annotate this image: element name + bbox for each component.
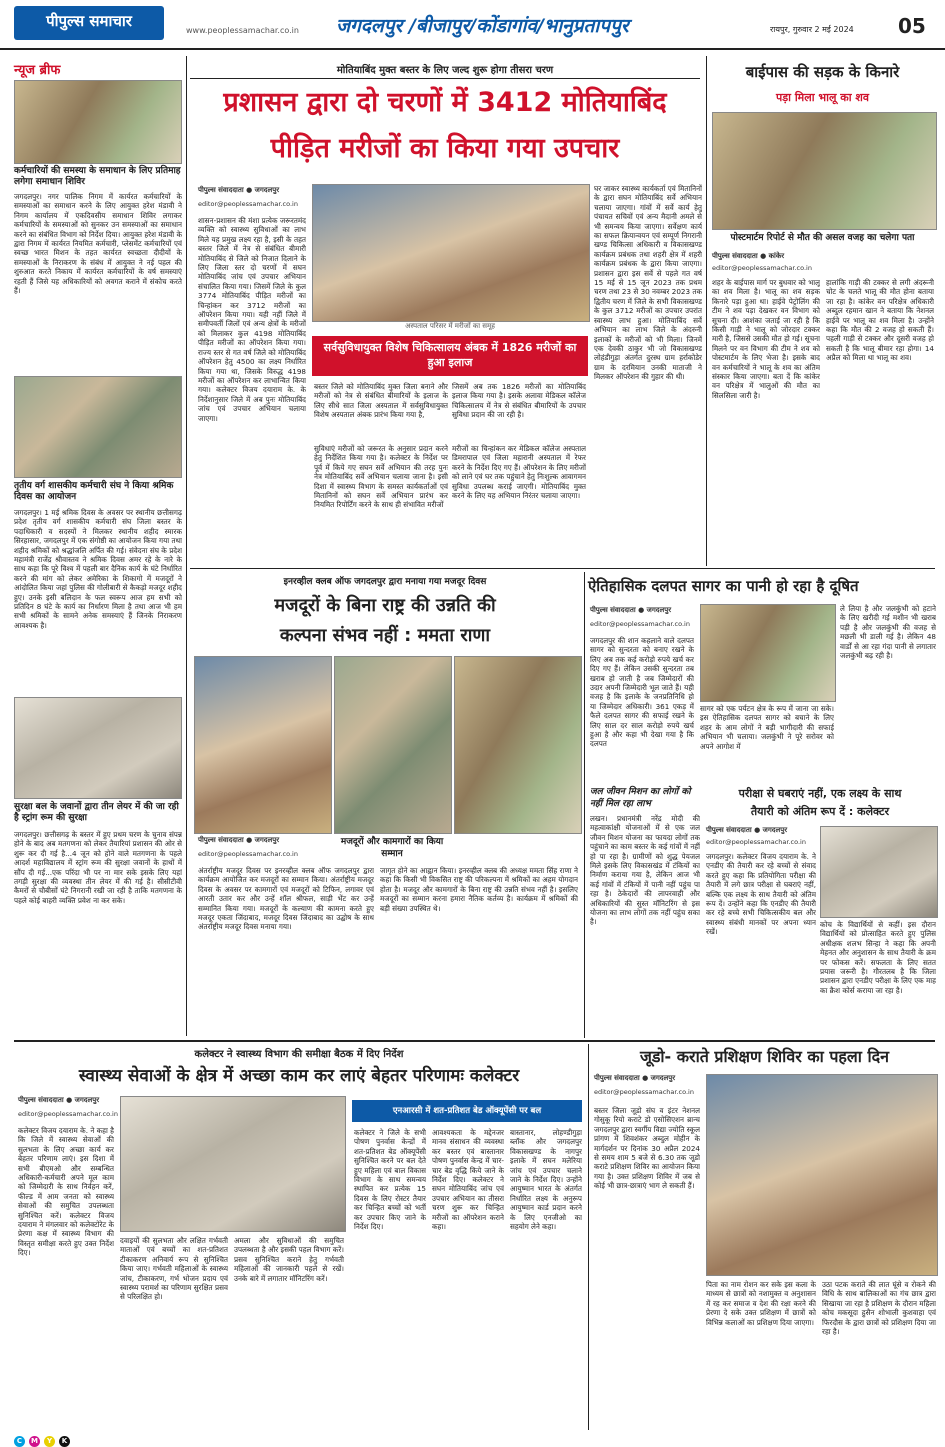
dalpat-headline: ऐतिहासिक दलपत सागर का पानी हो रहा है दूषित — [588, 577, 859, 595]
sub-story-headline: सर्वसुविधायुक्त विशेष चिकित्सालय अंबक में 1826 मरीजों का हुआ इलाज — [323, 341, 577, 369]
dalpat-text-col-3: ले लिया है और जलकुंभी को हटाने के लिए खरीदी गई मशीन भी खराब पड़ी है और जलकुंभी की वजह से मछली भी डाली गई है। लेकिन 48 वार्डों से आ रहा गंदा पानी से लगातार जलकुंभी बढ़ रही है। — [840, 604, 936, 661]
labour-photo-1 — [194, 656, 332, 834]
column-divider — [588, 1044, 589, 1430]
lead-photo — [312, 184, 590, 322]
nrc-text-col-3: बास्तानार, लोहण्डीगुड़ा ब्लॉक और जगदलपुर विकासखण्ड के नागपुर इलाके में सघन मलेरिया जांच एवं उपचार चलाने जाने के निर्देश दिए। उन्होंने आयुष्मान भारत के अंतर्गत निर्धारित लक्ष्य के अनुरूप आयुष्मान कार्ड प्रदान करने के लिए एनजीओ का सहयोग लेने कहा। — [510, 1128, 582, 1232]
column-divider — [706, 56, 707, 566]
bear-photo — [712, 112, 937, 230]
section-divider — [14, 1040, 935, 1042]
news-brief-text-3: जगदलपुर। छत्तीसगढ़ के बस्तर में हुए प्रथम चरण के चुनाव संपन्न होने के बाद अब मतगणना को लेकर तैयारियां प्रशासन की ओर से शुरू कर दी गई है...4 जून को होने वाले मतगणना के पहले आदर्श महाविद्यालय में स्ट्रांग रूम की सुरक्षा जवानों के हाथों में सौंप दी गई...एक परिंदा भी पर ना मार सके इसके लिए यहां तगड़ी सुरक्षा की व्यवस्था तीन लेयर में की गई है। सीसीटीवी कैमरों से चौबीसों घंटे निगरानी रखी जा रही है ताकि मतगणना के पहले कोई बाहरी व्यक्ति प्रवेश ना कर सके। — [14, 830, 182, 905]
website: www.peoplessamachar.co.in — [186, 26, 299, 35]
lead-text-col-3: घर जाकर स्वास्थ्य कार्यकर्ता एवं मितानिनों के द्वारा सघन मोतियाबिंद सर्वे अभियान चलाया जाएगा। गांवों में सर्वे कार्य हेतु पंचायत सचिवों एवं अन्य मैदानी अमले से भी समन्वय किया जाएगा। सर्वेक्षण कार्य का सफल क्रियान्वयन एवं सम्पूर्ण निगरानी खण्ड चिकित्सा अधिकारी व विकासखण्ड कार्यक्रम प्रबंधक तथा शहरी क्षेत्र में शहरी कार्यक्रम प्रबंधक के द्वारा किया जाएगा। प्रशासन द्वारा इस सर्वे से पहले गत वर्ष 15 मई से 15 जून 2023 तक प्रथम चरण तथा 23 से 30 नवम्बर 2023 तक द्वितीय चरण में जिले के सभी विकासखण्ड के कुल 3712 मरीजों का उपचार उपरांत स्वास्थ्य लाभ हुआ। मोतियाबिंद सर्वे अभियान का लाभ जिले के अंदरुनी इलाकों के मरीजों को भी मिला। जिनमें एक देवकी ठाकुर भी जो विकासखण्ड लोहंडीगुड़ा अंतर्गत दुरस्थ ग्राम हर्राकोडेर ग्राम के दरमियान उनकी माताजी ने मिलकर ऑपरेशन की गुहार की थी। — [594, 184, 702, 382]
health-photo — [120, 1096, 346, 1232]
column-divider — [186, 56, 187, 1036]
lead-byline: पीपुल्स संवाददाता ● जगदलपुर — [198, 186, 280, 194]
news-brief-text-1: जगदलपुर। नगर पालिक निगम में कार्यरत कर्मचारियों के समस्याओं का समाधान करने के लिए आयुक्त हरेश मंडावी ने निगम कार्यालय में एकदिवसीय समाधान शिविर लगाकर कर्मचारियों के समस्याओं को सुनकर उन समस्याओं का समाधान करने का संबंधित विभाग को निर्देश दिया। आयुक्त हरेश मंडावी के द्वारा निगम में कार्यरत नियमित कर्मचारी, प्लेसमेंट कर्मचारियों एवं स्वच्छ भारत मिशन के तहत कार्यरत स्वच्छता दीदीयों के समस्याओं के निराकरण के संबंध में आयुक्त ने नई पहल की शुरुआत करते निकाय में कार्यरत कर्मचारियों के वर्ष समस्याएं रहती हैं जिसे यह अधिकारियों को अवगत कराने में संकोच करते हैं। — [14, 192, 182, 296]
labour-text-col-2: जागृत होने का आह्वान किया। इनरव्हील क्लब की अध्यक्ष ममता सिंह राणा ने कहा कि किसी भी विकसित राष्ट्र की परिकल्पना में श्रमिकों का अहम योगदान होता है। मजदूर और कामगारों के बिना राष्ट्र की उन्नति संभव नहीं है। इसलिए मजदूरों का सम्मान करना हमारा नैतिक कर्तव्य है। कार्यक्रम में श्रमिकों की बड़ी संख्या उपस्थित थे। — [380, 866, 578, 913]
black-mark: K — [59, 1436, 70, 1447]
lead-kicker-rule — [190, 78, 700, 79]
dalpat-byline: पीपुल्स संवाददाता ● जगदलपुर — [590, 606, 672, 614]
health-byline: पीपुल्स संवाददाता ● जगदलपुर — [18, 1096, 100, 1104]
labour-headline-line-1: मजदूरों के बिना राष्ट्र की उन्नति की — [274, 595, 496, 616]
sub-story-text-1: बस्तर जिले को मोतियाबिंद मुक्त जिला बनाने और मरीजों को नेत्र से संबंधित बीमारियों के इलाज के लिए सीधे सात जिला अस्पताल में सर्वसुविधायुक्त विशेष अस्पताल अंबक प्रारंभ किया गया है, — [314, 382, 448, 420]
judo-text-col-2: पिता का नाम रोशन कर सके इस कला के माध्यम से छात्रों को नशामुक्त व अनुशासन में रह कर समाज व देश की रक्षा करने की प्रेरणा दे सके उक्त प्रशिक्षण में छात्रों को विभिन्न कलाओं का प्रशिक्षण दिया जाएगा। — [706, 1280, 816, 1327]
lead-email: editor@peoplessamachar.co.in — [198, 200, 298, 208]
judo-photo — [706, 1074, 938, 1276]
cmyk-marks — [14, 1428, 74, 1447]
bear-text-col-2: हालांकि गाड़ी की टक्कर से लगी अंदरूनी चोट के चलते भालू की मौत होना बताया जा रहा है। कांकेर वन परिक्षेत्र अधिकारी अब्दुल रहमान खान ने बताया कि नेशनल हाईवे पर भालू का शव मिला है। उन्होंने कहा कि मौत की 2 वजह हो सकती हैं। पहली गाड़ी से टक्कर और दूसरी वजह हो सकती है कि भालू बीमार रहा होगा। 14 अप्रैल को मिला था भालू का शव। — [826, 278, 934, 363]
bear-text-col-1: शहर के बाईपास मार्ग पर बुधवार को भालू का शव मिला है। भालू का शव सड़क किनारे पड़ा हुआ था। हाईवे पेट्रोलिंग की टीम ने शव पड़ा देखकर वन विभाग को सूचना दी। आशंका जताई जा रही है कि किसी गाड़ी ने भालू को जोरदार टक्कर मारी है, जिससे उसकी मौत हो गई। सूचना मिलने पर वन विभाग की टीम ने शव को पोस्टमार्टम के लिए भेजा है। इसके बाद वन कर्मचारियों ने भालू के शव का अंतिम संस्कार किया जाएगा। बता दें कि कांकेर वन परिक्षेत्र में भालुओं की मौत का सिलसिला जारी है। — [712, 278, 820, 400]
nrc-headline: एनआरसी में शत-प्रतिशत बेड ऑक्यूपेंसी पर बल — [392, 1106, 542, 1116]
labour-headline-line-2: कल्पना संभव नहीं : ममता राणा — [279, 625, 491, 646]
exam-text-col-2: कोच के विद्यार्थियों से कहीं। इस दौरान विद्यार्थियों को प्रोत्साहित करते हुए पुलिस अधीक्षक शलभ सिन्हा ने कहा कि अपनी मेहनत और अनुशासन के साथ तैयारी के क्रम पर फोकस करें। सफलता के लिए सतत प्रयास जरूरी है। गौरतलब है कि जिला प्रशासन द्वारा एनडीए परीक्षा के लिए एक माह का क्रैश कोर्स कराया जा रहा है। — [820, 920, 936, 995]
news-brief-label: न्यूज ब्रीफ — [14, 63, 61, 78]
news-brief-headline-3: सुरक्षा बल के जवानों द्वारा तीन लेयर में की जा रही है स्ट्रांग रूम की सुरक्षा — [14, 802, 179, 823]
lead-text-col-1: शासन-प्रशासन की मंशा प्रत्येक जरूरतमंद व्यक्ति को स्वास्थ्य सुविधाओं का लाभ मिले यह प्रमुख लक्ष्य रहा है, इसी के तहत बस्तर जिले में नेत्र से संबंधित बीमारी मोतियाबिंद से जिले को निजात दिलाने के लिए जिला स्तर दो चरणों में सघन मोतियाबिंद जांच एवं उपचार अभियान संचालित किया गया। जिसमें जिले के कुल 3774 मोतियाबिंद पीड़ित मरीजों का चिन्हांकन कर 3712 मरीजों का ऑपरेशन किया गया। यही नहीं जिले में समीपवर्ती जिलों एवं अन्य क्षेत्रों के मरीजों को मिलाकर कुल 4198 मोतियाबिंद पीड़ित मरीजों का ऑपरेशन किया गया। राज्य स्तर से गत वर्ष जिले को मोतियाबिंद ऑपरेशन हेतु 4500 का लक्ष्य निर्धारित किया गया था, जिसके विरुद्ध 4198 मरीजों का ऑपरेशन कर लाभान्वित किया गया। कलेक्टर विजय दयाराम के. के निर्देशानुसार जिले में अब पुनः मोतियाबिंद जांच एवं उपचार अभियान चलाया जाएगा। — [198, 216, 306, 423]
judo-text-col-1: बस्तर जिला जूडो संघ व इंटर नेशनल गोसुकू रियो कराटे डो एसोसिएशन ब्रान्च जगदलपुर द्वारा स्वर्गीय विद्या ज्योति स्कूल प्रांगण में शिवशंकर अब्दुल मोहीन के मार्गदर्शन पर दिनांक 30 अप्रैल 2024 से समय शाम 5 बजे से 6.30 तक जूडो कराटे प्रशिक्षण शिविर का आयोजन किया गया है। उक्त प्रशिक्षण शिविर में जब से कोई भी छात्र-छात्राएं भाग ले सकती हैं। — [594, 1106, 700, 1191]
news-brief-photo-1 — [14, 80, 182, 164]
judo-byline: पीपुल्स संवाददाता ● जगदलपुर — [594, 1074, 676, 1082]
section-divider — [190, 568, 935, 569]
jal-jeevan-text: लखन। प्रधानमंत्री नरेंद्र मोदी की महत्वाकांक्षी योजनाओं में से एक जल जीवन मिशन योजना का फायदा लोगों तक पहुंचाने का काम बस्तर के कई गांवों में नहीं हो पा रहा है। ग्रामीणों को शुद्ध पेयजल मिले इसके लिए विकासखंड में टंकियों का निर्माण कराया गया है, लेकिन आज भी कई गांवों में टंकियों में पानी नहीं पहुंच पा रहा है। ठेकेदारों की लापरवाही और अधिकारियों की सुस्त मॉनिटरिंग से इस योजना का लाभ लोगों तक नहीं पहुंच सका है। — [590, 814, 700, 927]
labour-photo-caption: मजदूरों और कामगारों का किया सम्मान — [340, 837, 444, 859]
exam-text-col-1: जगदलपुर। कलेक्टर विजय दयाराम के. ने एनडीए की तैयारी कर रहे बच्चों से संवाद करते हुए कहा कि प्रतियोगिता परीक्षा की तैयारी में लगे छात्र परीक्षा से घबराएं नहीं, बल्कि एक लक्ष्य के साथ तैयारी को अंतिम रूप दें। उन्होंने कहा कि एनडीए की तैयारी कर रहे बच्चे सभी चिकित्सकीय बल और स्वास्थ्य संबंधी मानकों पर अपना ध्यान रखें। — [706, 852, 816, 937]
health-headline: स्वास्थ्य सेवाओं के क्षेत्र में अच्छा काम कर लाएं बेहतर परिणामः कलेक्टर — [78, 1066, 520, 1086]
lead-photo-caption: अस्पताल परिसर में मरीजों का समूह — [405, 322, 495, 330]
bear-byline: पीपुल्स संवाददाता ● कांकेर — [712, 252, 785, 260]
bear-photo-caption: पोस्टमार्टम रिपोर्ट से मौत की असल वजह का चलेगा पता — [730, 233, 915, 243]
sub-story-text-3: सुविधाएं मरीजों को जरूरत के अनुसार प्रदान करने हेतु निर्देशित किया गया है। कलेक्टर के निर्देश पर पूर्व में किये गए सघन सर्वे अभियान की तरह पुनः नेत्र मोतियाबिंद सर्वे अभियान चलाया जाना है। इसी दिशा में स्वास्थ्य विभाग के समस्त कार्यकर्ताओं एवं मितानिनों को सघन सर्वे अभियान प्रारंभ कर नियमित रिपोर्टिंग करने के साथ ही संभावित मरीजों — [314, 444, 448, 510]
sub-story-text-4: मरीजों का चिन्हांकन कर मेडिकल कॉलेज अस्पताल डिमरापाल एवं जिला महारानी अस्पताल में रेफर करने के निर्देश दिए गए हैं। ऑपरेशन के लिए मरीजों को लाने एवं घर तक पहुंचाने हेतु निःशुल्क आवागमन सुविधा उपलब्ध कराई जाएगी। मोतियाबिंद मुक्त करने के लिए यह अभियान निरंतर चलाया जाएगा। — [452, 444, 586, 501]
dalpat-text-col-1: जगदलपुर की शान कहलाने वाले दलपत सागर को सुन्दरता को बनाए रखने के लिए अब तक कई करोड़ो रुपये खर्च कर दिए गए हैं। लेकिन उसकी सुन्दरता तब खराब हो जाती है जब जिम्मेदारों की उदार अपनी जिम्मेदारी भूल जाते हैं। यही वजह है कि इलाके के जनप्रतिनिधि हो या जिम्मेदार अधिकारी। 361 एकड़ में फैले दलपत सागर की सफाई रखने के लिए साल दर साल करोड़ो रुपये खर्च हुआ है और कहा भी देखा गया है कि दलपत — [590, 636, 694, 749]
health-text-col-3: अमला और सुविधाओं की समुचित उपलब्धता है और इसकी पहल विभाग करें। प्रसव सुनिश्चित कराने हेतु गर्भवती महिलाओं की जानकारी पहले से रखें। उनके बारे में लगातार मॉनिटरिंग करें। — [234, 1236, 344, 1283]
health-text-col-1: कलेक्टर विजय दयाराम के. ने कहा है कि जिले में स्वास्थ्य सेवाओं की सुलभता के लिए अच्छा कार्य कर बेहतर परिणाम लाएं। इस दिशा में सभी बीएमओ और सम्बन्धित अधिकारी-कर्मचारी अपने मूल काम को जिम्मेदारी के साथ निर्वहन करें, फील्ड में आम जनता को स्वास्थ्य सेवाओं की समुचित उपलब्धता सुनिश्चित करें। कलेक्टर विजय दयाराम ने मंगलवार को कलेक्टोरेट के प्रेरणा कक्ष में स्वास्थ्य विभाग की विस्तृत समीक्षा करते हुए उक्त निर्देश दिए। — [18, 1126, 114, 1258]
news-brief-text-2: जगदलपुर। 1 मई श्रमिक दिवस के अवसर पर स्थानीय छत्तीसगढ़ प्रदेश तृतीय वर्ग शासकीय कर्मचारी संघ जिला बस्तर के पदाधिकारी व सदस्यों ने मिलकर स्थानीय शहीद स्मारक सिरहासार, जगदलपुर में एक संगोष्ठी का आयोजन किया गया तथा शहीद श्रमिकों को श्रद्धांजलि अर्पित की गई। संवेदना संघ के प्रदेश महामंत्री राजेंद्र श्रीवास्तव ने श्रमिक दिवस अमर रहे के नारे के साथ कहा कि पूरे विश्व में पहली बार दैनिक कार्य के घंटे निर्धारित करने की मांग को लेकर अमेरिका के शिकागो में मजदूरों ने आंदोलित किया जहां पुलिस की गोलीबारी से कैकड़ो मजदूर शहीद हुए। उनके इसी बलिदान के फल स्वरूप आज हम सभी को प्रतिदिन 8 घंटे के कार्य का निर्धारण मिला है तथा आज भी हम सभी श्रमिकों के सामने अनेक समस्याएं हैं जिनके निराकरण आवश्यक है। — [14, 508, 182, 630]
lead-headline-line-1: प्रशासन द्वारा दो चरणों में 3412 मोतियाबिंद — [223, 87, 667, 118]
lead-headline-line-2: पीड़ित मरीजों का किया गया उपचार — [270, 133, 620, 164]
dalpat-text-col-2: सागर को एक पर्यटन क्षेत्र के रूप में जाना जा सके। इस ऐतिहासिक दलपत सागर को बचाने के लिए शहर के आम लोगों ने बड़ी भागीदारी की सफाई अभियान भी चलाया। जलकुंभी ने पूरे सरोवर को अपने आगोश में — [700, 704, 834, 751]
labour-byline: पीपुल्स संवाददाता ● जगदलपुर — [198, 836, 280, 844]
nrc-text-col-2: आवश्यकता के मद्देनजर मानव संसाधन की व्यवस्था कर बस्तर एवं बास्तानार पोषण पुनर्वास केन्द्र में चार-चार बेड वृद्धि किये जाने के निर्देश दिए। कलेक्टर ने सघन मोतियाबिंद जांच एवं उपचार अभियान का तीसरा चरण शुरू कर चिन्हित मरीजों का ऑपरेशन कराने कहा। — [432, 1128, 504, 1232]
health-email: editor@peoplessamachar.co.in — [18, 1110, 118, 1118]
exam-byline: पीपुल्स संवाददाता ● जगदलपुर — [706, 826, 788, 834]
masthead — [0, 0, 945, 50]
health-kicker: कलेक्टर ने स्वास्थ्य विभाग की समीक्षा बैठक में दिए निर्देश — [194, 1049, 404, 1060]
news-brief-photo-3 — [14, 697, 182, 799]
exam-email: editor@peoplessamachar.co.in — [706, 838, 806, 846]
judo-headline: जूडो- कराते प्रशिक्षण शिविर का पहला दिन — [639, 1047, 890, 1066]
magenta-mark: M — [29, 1436, 40, 1447]
judo-email: editor@peoplessamachar.co.in — [594, 1088, 694, 1096]
labour-photo-2 — [334, 656, 452, 834]
cyan-mark: C — [14, 1436, 25, 1447]
yellow-mark: Y — [44, 1436, 55, 1447]
judo-text-col-3: उठा पटक कराते की लात घूंसे व रोकने की विधि के साथ बालिकाओं का गंच छात्र द्वारा सिखाया जा रहा है प्रशिक्षण के दौरान महिला कोच मकसूदा हुसैन शोभाली कुशवाहा एवं फिरदौस के द्वारा छात्रों को प्रशिक्षण दिया जा रहा है। — [822, 1280, 936, 1337]
news-brief-photo-2 — [14, 376, 182, 478]
sub-story-text-2: जिसमें अब तक 1826 मरीजों का मोतियाबिंद इलाज किया गया है। इसके अलावा मेडिकल कॉलेज चिकित्सालय में नेत्र से संबंधित बीमारियों के उपचार सुविधा प्रदान की जा रही है। — [452, 382, 586, 420]
labour-email: editor@peoplessamachar.co.in — [198, 850, 298, 858]
labour-kicker: इनरव्हील क्लब ऑफ जगदलपुर द्वारा मनाया गया मजदूर दिवस — [283, 577, 487, 587]
news-brief-headline-2: तृतीय वर्ग शासकीय कर्मचारी संघ ने किया श्रमिक दिवस का आयोजन — [14, 481, 174, 502]
exam-headline-line-2: तैयारी को अंतिम रूप दें : कलेक्टर — [750, 805, 890, 818]
exam-photo — [820, 826, 938, 918]
dalpat-email: editor@peoplessamachar.co.in — [590, 620, 690, 628]
labour-text-col-1: अंतर्राष्ट्रीय मजदूर दिवस पर इनरव्हील क्लब ऑफ जगदलपुर द्वारा कार्यक्रम आयोजित कर मजदूरों का सम्मान किया। अंतर्राष्ट्रीय मजदूर दिवस के अवसर पर कामगारों एवं मजदूरों को टिफिन, लगावर एवं आरती उतार कर और उन्हें शॉल श्रीफल, साड़ी भेंट कर उन्हें सम्मानित किया गया। मजदूरों के कल्याण की कामना करते हुए मजदूर एकता जिंदाबाद, मजदूर दिवस जिंदाबाद का उद्घोष के साथ अंतर्राष्ट्रीय मजदूर दिवस मनाया गया। — [198, 866, 374, 932]
cities: जगदलपुर /बीजापुर/कोंडागांव/भानुप्रतापपुर — [336, 15, 629, 37]
health-text-col-2: दवाइयों की सुलभता और लक्षित गर्भवती माताओं एवं बच्चों का शत-प्रतिशत टीकाकरण अनिवार्य रूप से सुनिश्चित किया जाए। गर्भवती महिलाओं के स्वास्थ्य जांच, टीकाकरण, गर्भ भोजन प्रदाय एवं स्वास्थ्य परामर्श का परिणाम सुरक्षित प्रसव से परिलक्षित हो। — [120, 1236, 228, 1302]
dateline: रायपुर, गुरुवार 2 मई 2024 — [770, 25, 854, 34]
exam-headline-line-1: परीक्षा से घबराएं नहीं, एक लक्ष्य के साथ — [738, 787, 902, 800]
bear-email: editor@peoplessamachar.co.in — [712, 264, 812, 272]
column-divider — [584, 572, 585, 1038]
logo-text: पीपुल्स समाचार — [46, 12, 132, 30]
labour-photo-3 — [454, 656, 582, 834]
news-brief-headline-1: कर्मचारियों की समस्या के समाधान के लिए प्रतिमाह लगेगा समाधान शिविर — [14, 166, 181, 187]
bear-headline-line-1: बाईपास की सड़क के किनारे — [745, 63, 900, 81]
jal-jeevan-headline: जल जीवन मिशन का लोगों को नहीं मिल रहा लाभ — [590, 787, 691, 809]
lead-kicker: मोतियाबिंद मुक्त बस्तर के लिए जल्द शुरू होगा तीसरा चरण — [336, 65, 554, 76]
dalpat-photo — [700, 604, 836, 702]
bear-headline-line-2: पड़ा मिला भालू का शव — [776, 91, 869, 104]
page-number: 05 — [898, 14, 926, 38]
nrc-text-col-1: कलेक्टर ने जिले के सभी पोषण पुनर्वास केन्द्रों में शत-प्रतिशत बेड ऑक्यूपेंसी सुनिश्चित करने पर बल देते हुए महिला एवं बाल विकास विभाग के साथ समन्वय स्थापित कर प्रत्येक 15 दिवस के लिए रोस्टर तैयार कर चिन्हित बच्चों को भर्ती कर उपचार किए जाने के निर्देश दिए। — [354, 1128, 426, 1232]
